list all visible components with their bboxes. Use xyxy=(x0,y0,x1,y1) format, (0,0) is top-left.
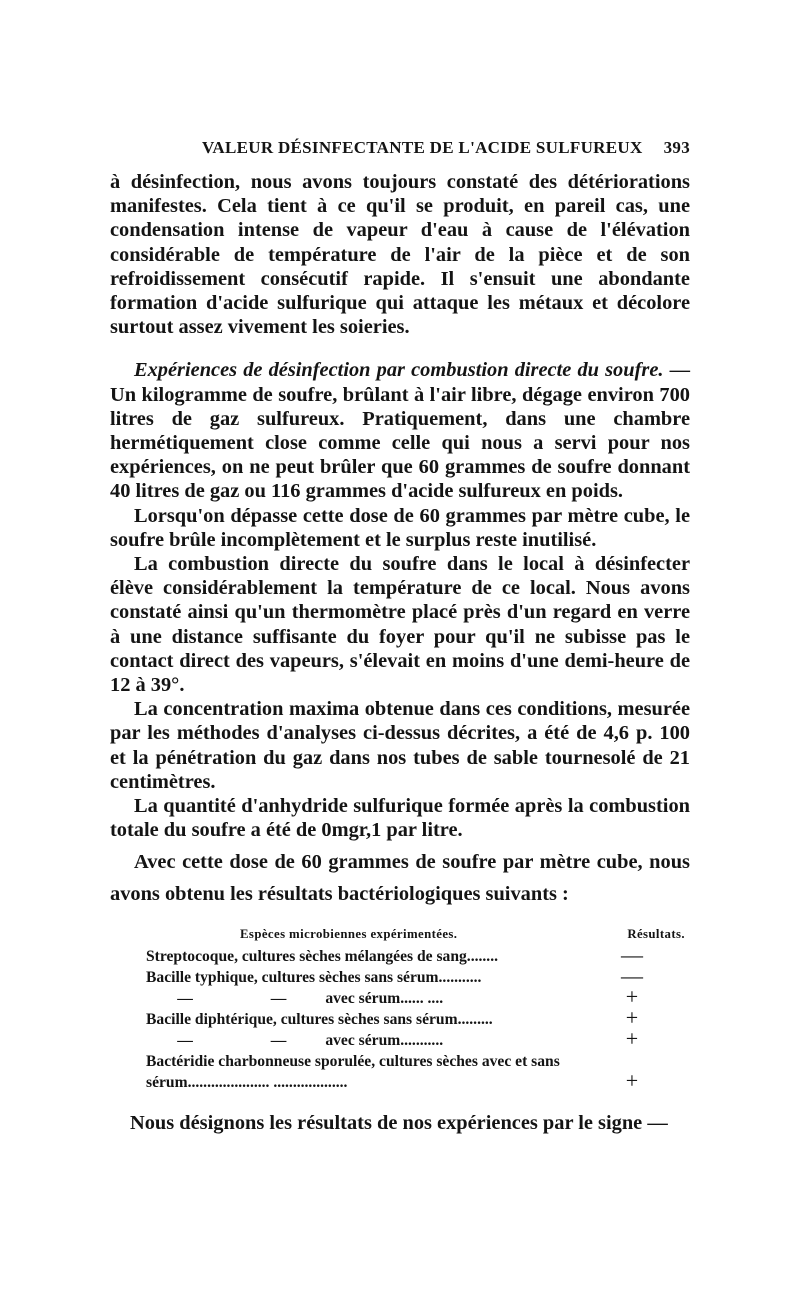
result-cell: + xyxy=(625,1068,639,1093)
paragraph-7: Avec cette dose de 60 grammes de soufre par mètre cube, nous avons obtenu les résultats bactériologiques suivants : xyxy=(110,851,690,906)
results-table xyxy=(140,922,685,1093)
table-row xyxy=(140,1009,685,1030)
column-header-results: Résultats. xyxy=(627,927,685,941)
species-cell: — — avec sérum...... .... xyxy=(146,990,444,1007)
result-cell: + xyxy=(625,988,639,1009)
section-heading: Expériences de désinfection par combustion directe du soufre. xyxy=(134,359,664,382)
column-header-species: Espèces microbiennes expérimentées. xyxy=(240,927,458,941)
running-header xyxy=(110,138,690,162)
table-row xyxy=(140,946,685,967)
table-row xyxy=(140,988,685,1009)
result-cell: — xyxy=(621,946,643,967)
table-row xyxy=(140,967,685,988)
paragraph-5: La concentration maxima obtenue dans ces conditions, mesurée par les méthodes d'analyses ci-dessus décrites, a été de 4,6 p. 100 et la pénétration du gaz dans nos tubes de sable tournesolé de 21 centimètres. xyxy=(110,698,690,793)
table-header xyxy=(140,922,685,946)
closing-line: Nous désignons les résultats de nos expériences par le signe — xyxy=(130,1112,668,1134)
species-cell: Streptocoque, cultures sèches mélangées de sang........ xyxy=(146,948,498,965)
paragraph-3: Lorsqu'on dépasse cette dose de 60 grammes par mètre cube, le soufre brûle incomplètement et le surplus reste inutilisé. xyxy=(110,504,690,551)
paragraph-4: La combustion directe du soufre dans le local à désinfecter élève considérablement la température de ce local. Nous avons constaté ainsi qu'un thermomètre placé près d'un regard en verre à une distance suffisante du foyer pour qu'il ne subisse pas le contact direct des vapeurs, s'élevait en moins d'une demi-heure de 12 à 39°. xyxy=(110,553,690,697)
result-cell: + xyxy=(625,1030,639,1051)
paragraph-2 xyxy=(110,358,690,503)
paragraph-1: à désinfection, nous avons toujours constaté des détériorations manifestes. Cela tient à ce qu'il se produit, en pareil cas, une condensation intense de vapeur d'eau à cause de l'élévation considérable de température de l'air de la pièce et de son refroidissement consécutif rapide. Il s'ensuit une abondante formation d'acide sulfurique qui attaque les métaux et décolore surtout assez vivement les soieries. xyxy=(110,171,690,339)
species-cell: Bacille diphtérique, cultures sèches sans sérum......... xyxy=(146,1011,493,1028)
table-row xyxy=(140,1030,685,1051)
result-cell: + xyxy=(625,1009,639,1030)
paragraph-2-body: — Un kilogramme de soufre, brûlant à l'air libre, dégage environ 700 litres de gaz sulfureux. Pratiquement, dans une chambre hermétiquement close comme celle qui nous a servi pour nos expériences, on ne peut brûler que 60 grammes de soufre donnant 40 litres de gaz ou 116 grammes d'acide sulfureux en poids. xyxy=(110,359,690,503)
running-title: VALEUR DÉSINFECTANTE DE L'ACIDE SULFUREUX xyxy=(202,138,643,157)
page-number: 393 xyxy=(663,138,690,157)
species-cell: Bactéridie charbonneuse sporulée, cultures sèches avec et sans sérum..................... ................... xyxy=(146,1053,560,1091)
table-row xyxy=(140,1051,685,1093)
species-cell: — — avec sérum........... xyxy=(146,1032,444,1049)
result-cell: — xyxy=(621,967,643,988)
main-text xyxy=(110,170,690,910)
species-cell: Bacille typhique, cultures sèches sans sérum........... xyxy=(146,969,482,986)
paragraph-6: La quantité d'anhydride sulfurique formée après la combustion totale du soufre a été de 0mgr,1 par litre. xyxy=(110,795,690,842)
